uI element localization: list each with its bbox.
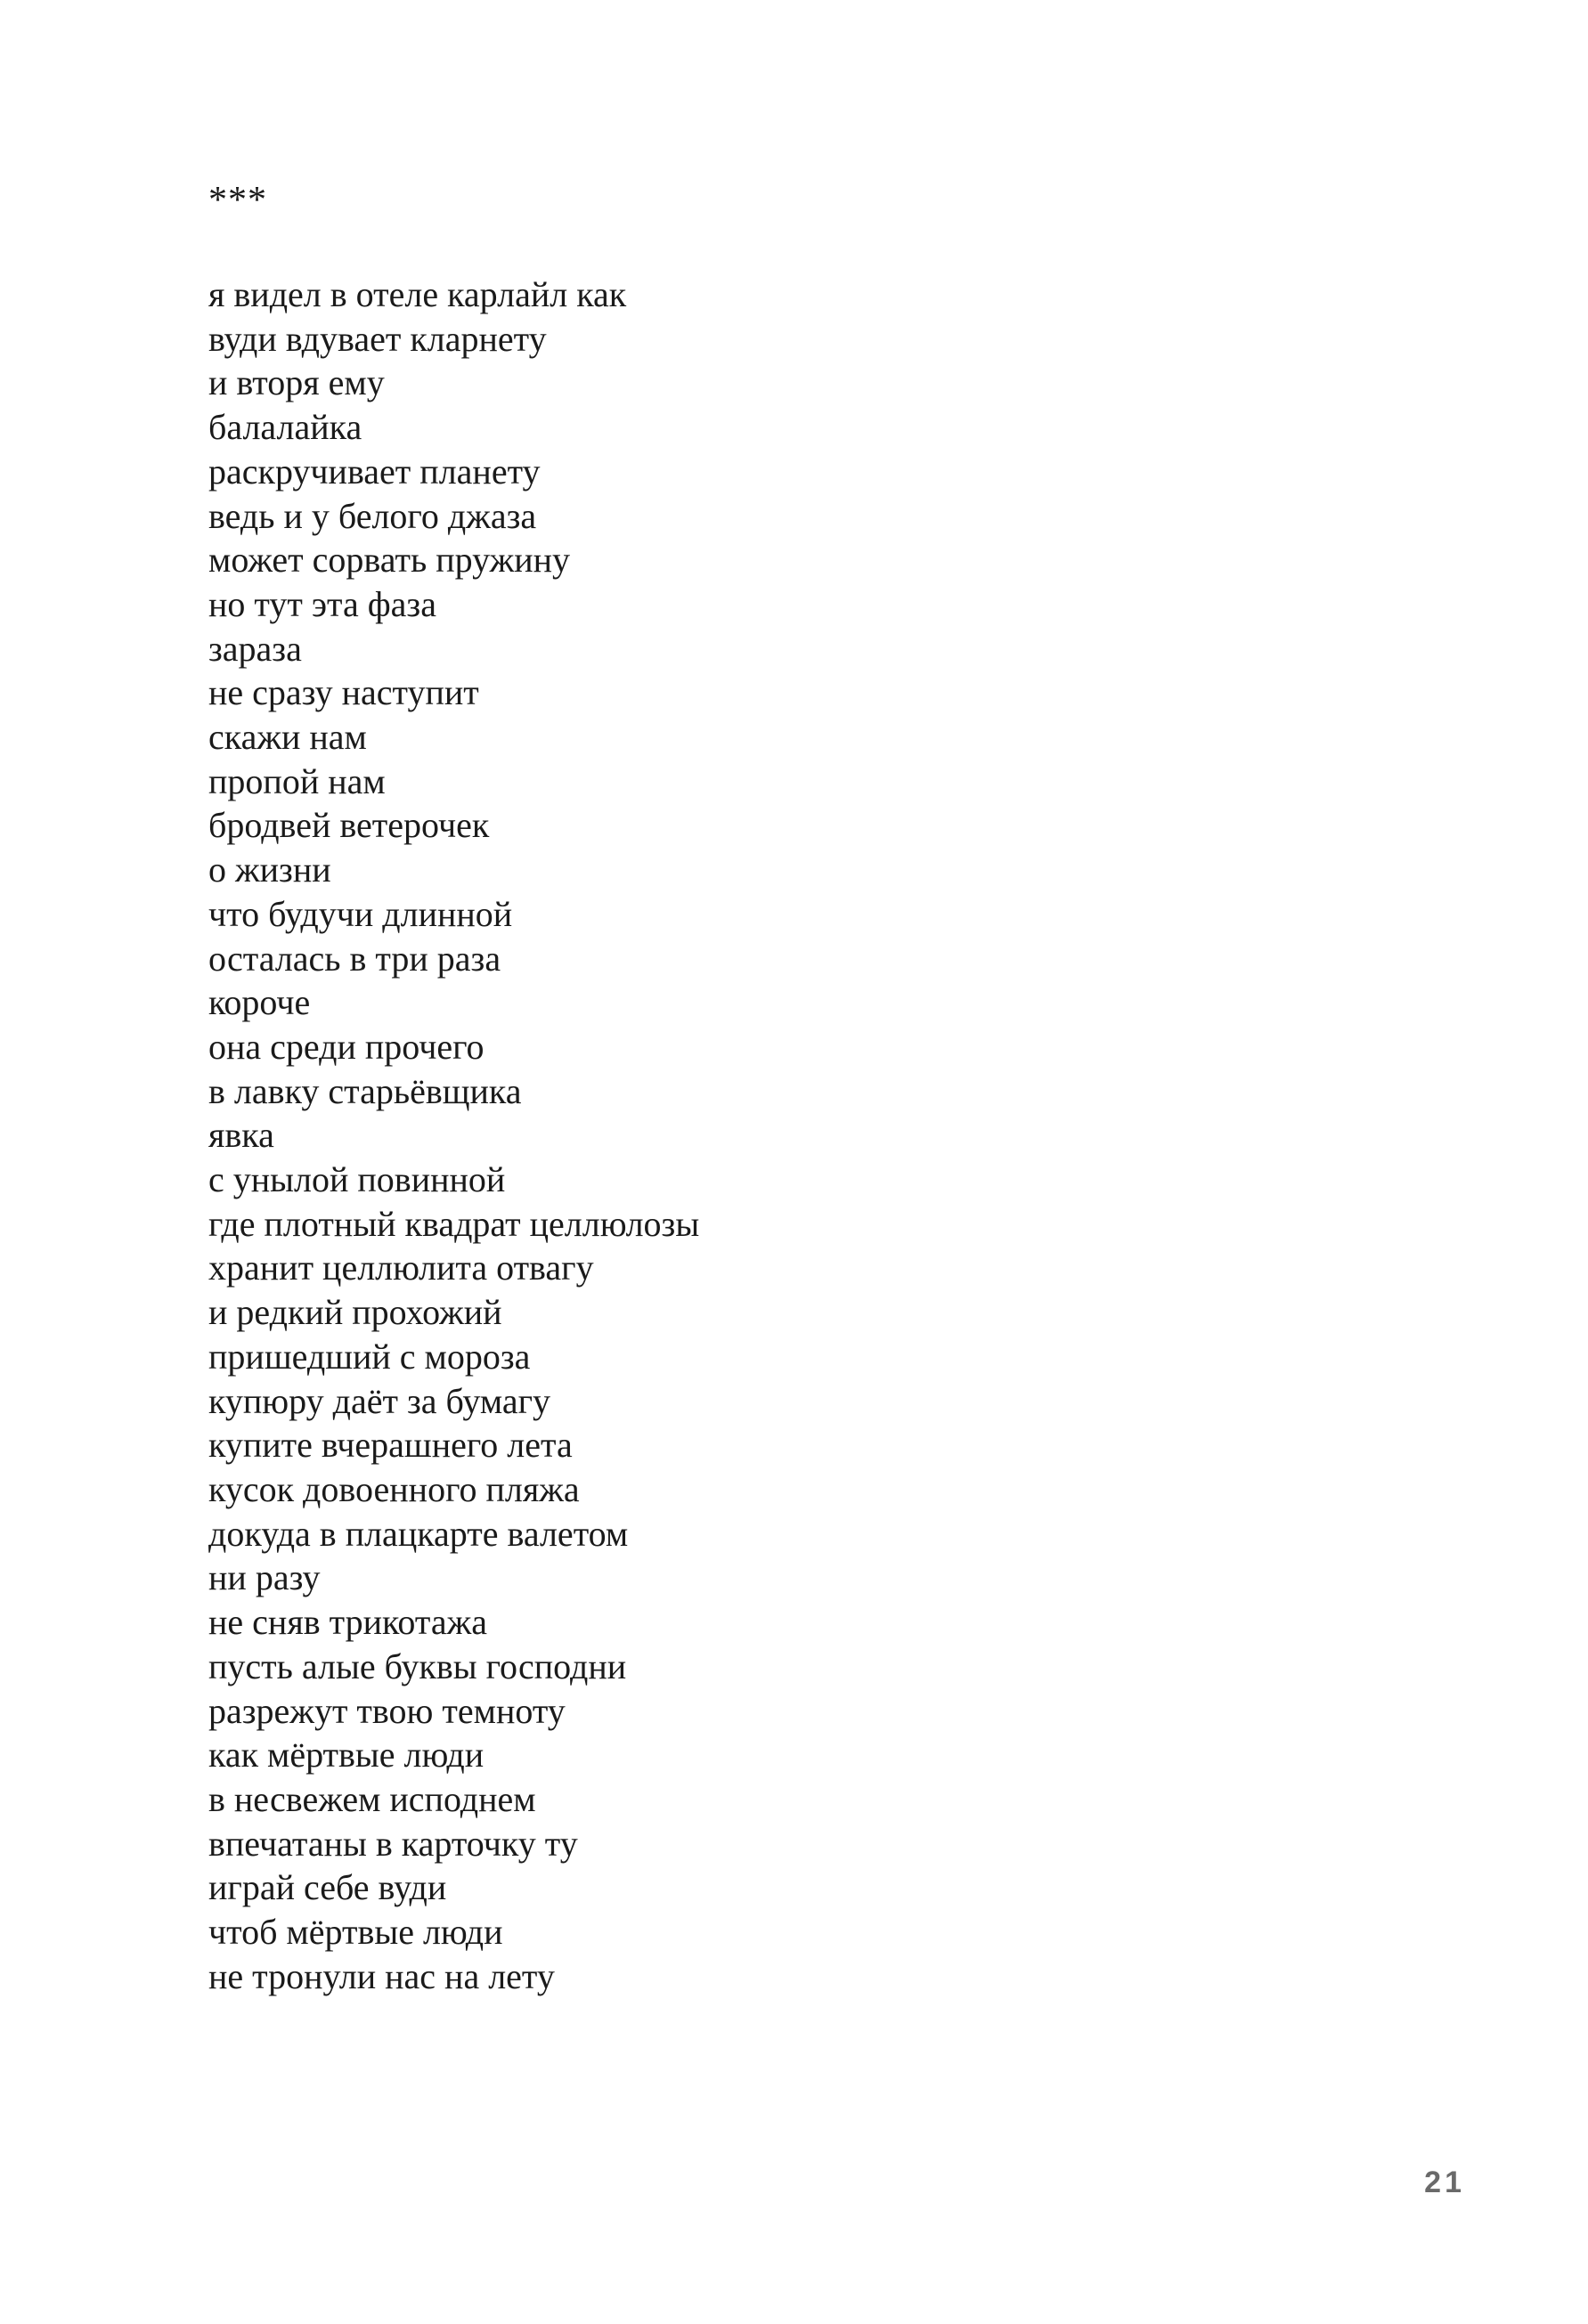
poem-line: докуда в плацкарте валетом — [208, 1513, 629, 1554]
poem-line: что будучи длинной — [208, 893, 513, 934]
poem-line: как мёртвые люди — [208, 1735, 485, 1776]
poem-line: ведь и у белого джаза — [208, 495, 537, 536]
poem-line: кусок довоенного пляжа — [208, 1468, 580, 1509]
poem-line: где плотный квадрат целлюлозы — [208, 1203, 700, 1244]
poem-line: впечатаны в карточку ту — [208, 1823, 578, 1864]
poem-line: чтоб мёртвые люди — [208, 1912, 503, 1953]
page-number: 21 — [1424, 2166, 1465, 2199]
poem-line: я видел в отеле карлайл как — [208, 274, 627, 314]
poem-line: вуди вдувает кларнету — [208, 318, 547, 359]
poem-lines — [208, 272, 699, 1998]
poem-line: в лавку старьёвщика — [208, 1070, 522, 1111]
poem-line: явка — [208, 1115, 274, 1156]
poem-line: пусть алые буквы господни — [208, 1645, 627, 1686]
poem-line: разрежут твою темноту — [208, 1690, 566, 1731]
poem-line: в несвежем исподнем — [208, 1778, 536, 1819]
section-separator: *** — [208, 180, 267, 221]
poem-line: не сняв трикотажа — [208, 1602, 487, 1643]
poem-line: и вторя ему — [208, 362, 385, 403]
poem-line: хранит целлюлита отвагу — [208, 1247, 594, 1288]
poem-line: ни разу — [208, 1557, 321, 1598]
poem-line: балалайка — [208, 407, 362, 448]
poem-line: с унылой повинной — [208, 1159, 506, 1200]
poem-line: зараза — [208, 628, 302, 669]
poem-line: не тронули нас на лету — [208, 1955, 555, 1996]
poem-line: и редкий прохожий — [208, 1292, 502, 1333]
poem-line: но тут эта фаза — [208, 583, 436, 624]
poem-line: раскручивает планету — [208, 451, 541, 492]
poem-line: играй себе вуди — [208, 1867, 447, 1908]
poem-line: не сразу наступит — [208, 672, 479, 713]
poem-line: купите вчерашнего лета — [208, 1425, 573, 1466]
poem-line: она среди прочего — [208, 1026, 485, 1067]
poem-line: бродвей ветерочек — [208, 805, 490, 846]
poem-line: короче — [208, 982, 311, 1023]
poem-line: пришедший с мороза — [208, 1336, 531, 1377]
poem-line: купюру даёт за бумагу — [208, 1380, 551, 1421]
poem-line: пропой нам — [208, 760, 386, 801]
poem-line: осталась в три раза — [208, 938, 501, 979]
poem-line: скажи нам — [208, 717, 367, 758]
poem-line: может сорвать пружину — [208, 540, 571, 581]
poem-line: о жизни — [208, 849, 331, 890]
